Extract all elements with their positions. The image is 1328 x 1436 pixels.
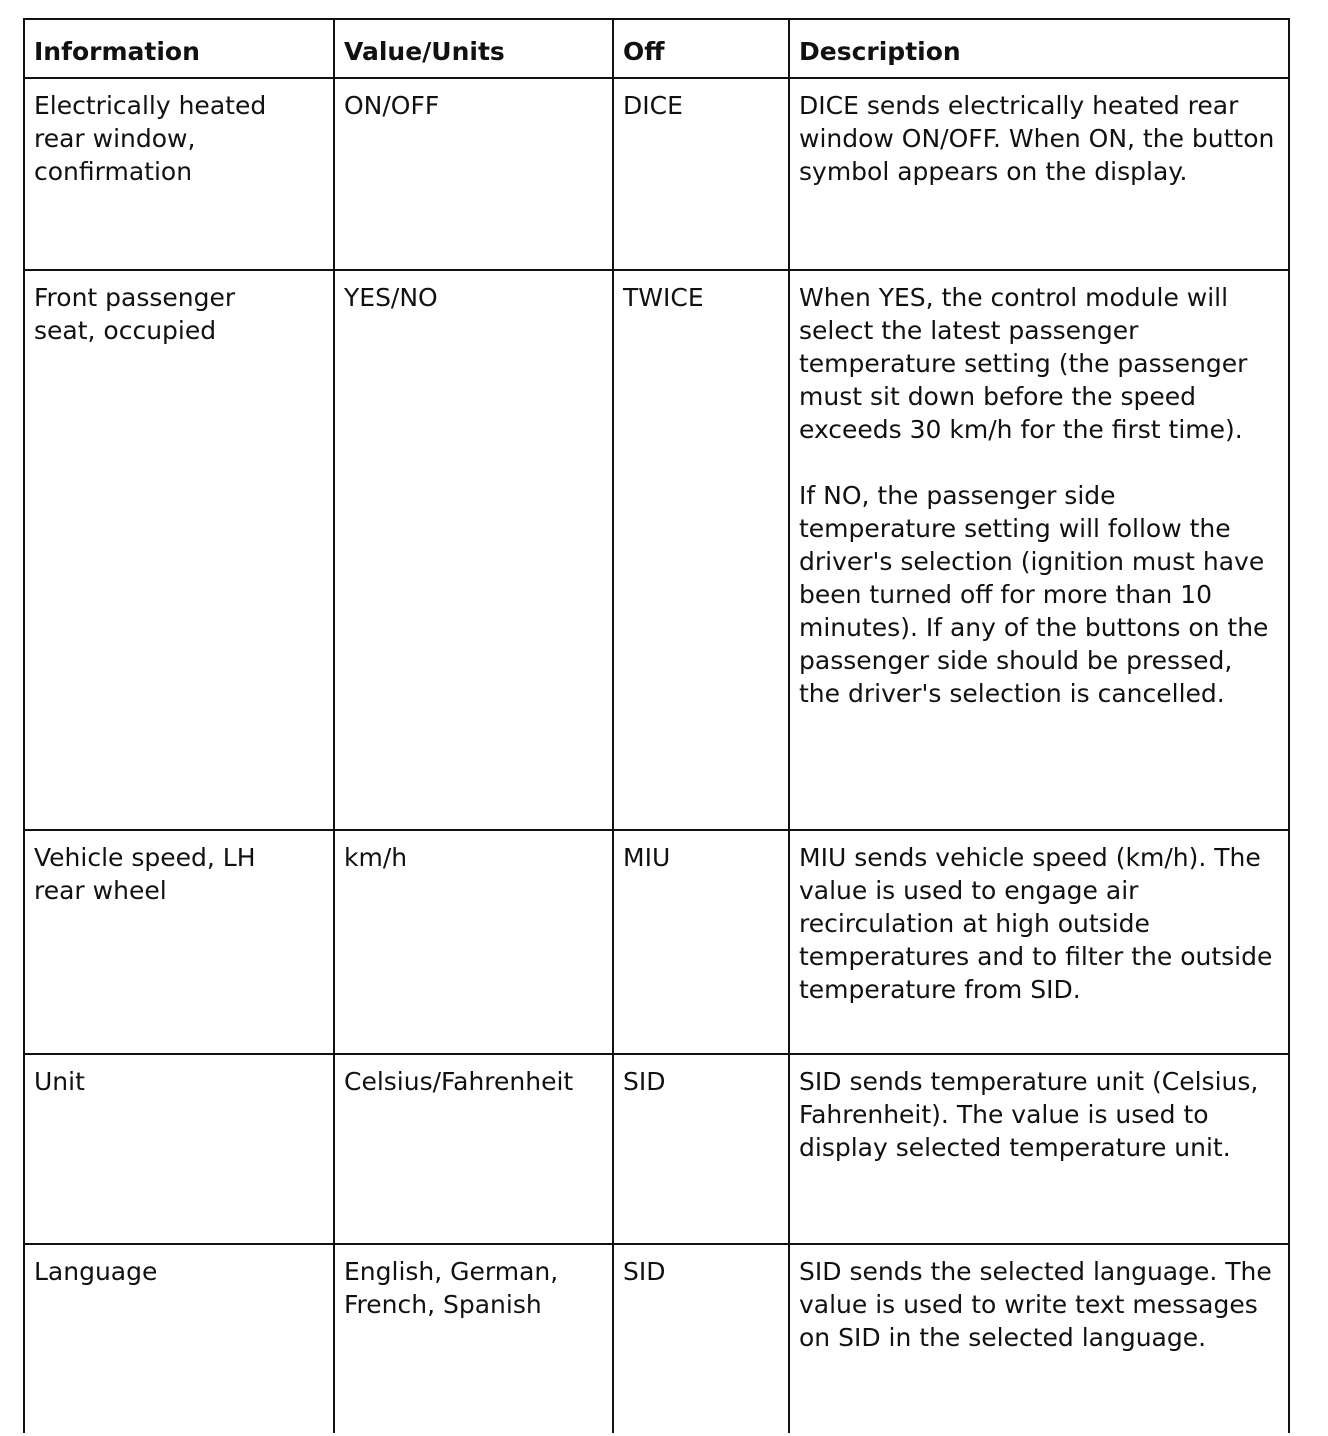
header-description: Description — [789, 19, 1289, 78]
header-value-units: Value/Units — [334, 19, 613, 78]
cell-description — [789, 1054, 1289, 1244]
cell-value-units: English, German, French, Spanish — [334, 1244, 613, 1433]
description-paragraph: If NO, the passenger side temperature setting will follow the driver's selection (ignition must have been turned off for more than 10 minutes). If any of the buttons on the passenger side should be pressed, the driver's selection is cancelled. — [799, 481, 1269, 708]
cell-description — [789, 270, 1289, 830]
cell-information: Vehicle speed, LH rear wheel — [24, 830, 334, 1054]
description-paragraph: SID sends the selected language. The value is used to write text messages on SID in the selected language. — [799, 1257, 1272, 1352]
table-row — [24, 270, 1289, 830]
table-row — [24, 1244, 1289, 1433]
cell-off: SID — [613, 1054, 789, 1244]
cell-off: MIU — [613, 830, 789, 1054]
description-paragraph: When YES, the control module will select the latest passenger temperature setting (the passenger must sit down before the speed exceeds 30 km/h for the first time). — [799, 283, 1248, 444]
cell-off: DICE — [613, 78, 789, 270]
signal-table — [23, 18, 1290, 1433]
description-paragraph: DICE sends electrically heated rear window ON/OFF. When ON, the button symbol appears on the display. — [799, 91, 1275, 186]
cell-value-units: YES/NO — [334, 270, 613, 830]
cell-off: SID — [613, 1244, 789, 1433]
cell-value-units: Celsius/Fahrenheit — [334, 1054, 613, 1244]
header-information: Information — [24, 19, 334, 78]
cell-value-units: ON/OFF — [334, 78, 613, 270]
header-off: Off — [613, 19, 789, 78]
cell-description — [789, 830, 1289, 1054]
table-header-row — [24, 19, 1289, 78]
cell-value-units: km/h — [334, 830, 613, 1054]
cell-off: TWICE — [613, 270, 789, 830]
description-paragraph: MIU sends vehicle speed (km/h). The value is used to engage air recirculation at high outside temperatures and to filter the outside temperature from SID. — [799, 843, 1273, 1004]
table-row — [24, 1054, 1289, 1244]
cell-description — [789, 1244, 1289, 1433]
cell-information: Front passenger seat, occupied — [24, 270, 334, 830]
cell-information: Unit — [24, 1054, 334, 1244]
table-row — [24, 78, 1289, 270]
cell-information: Language — [24, 1244, 334, 1433]
description-paragraph: SID sends temperature unit (Celsius, Fahrenheit). The value is used to display selected temperature unit. — [799, 1067, 1259, 1162]
table-row — [24, 830, 1289, 1054]
cell-information: Electrically heated rear window, confirmation — [24, 78, 334, 270]
cell-description — [789, 78, 1289, 270]
